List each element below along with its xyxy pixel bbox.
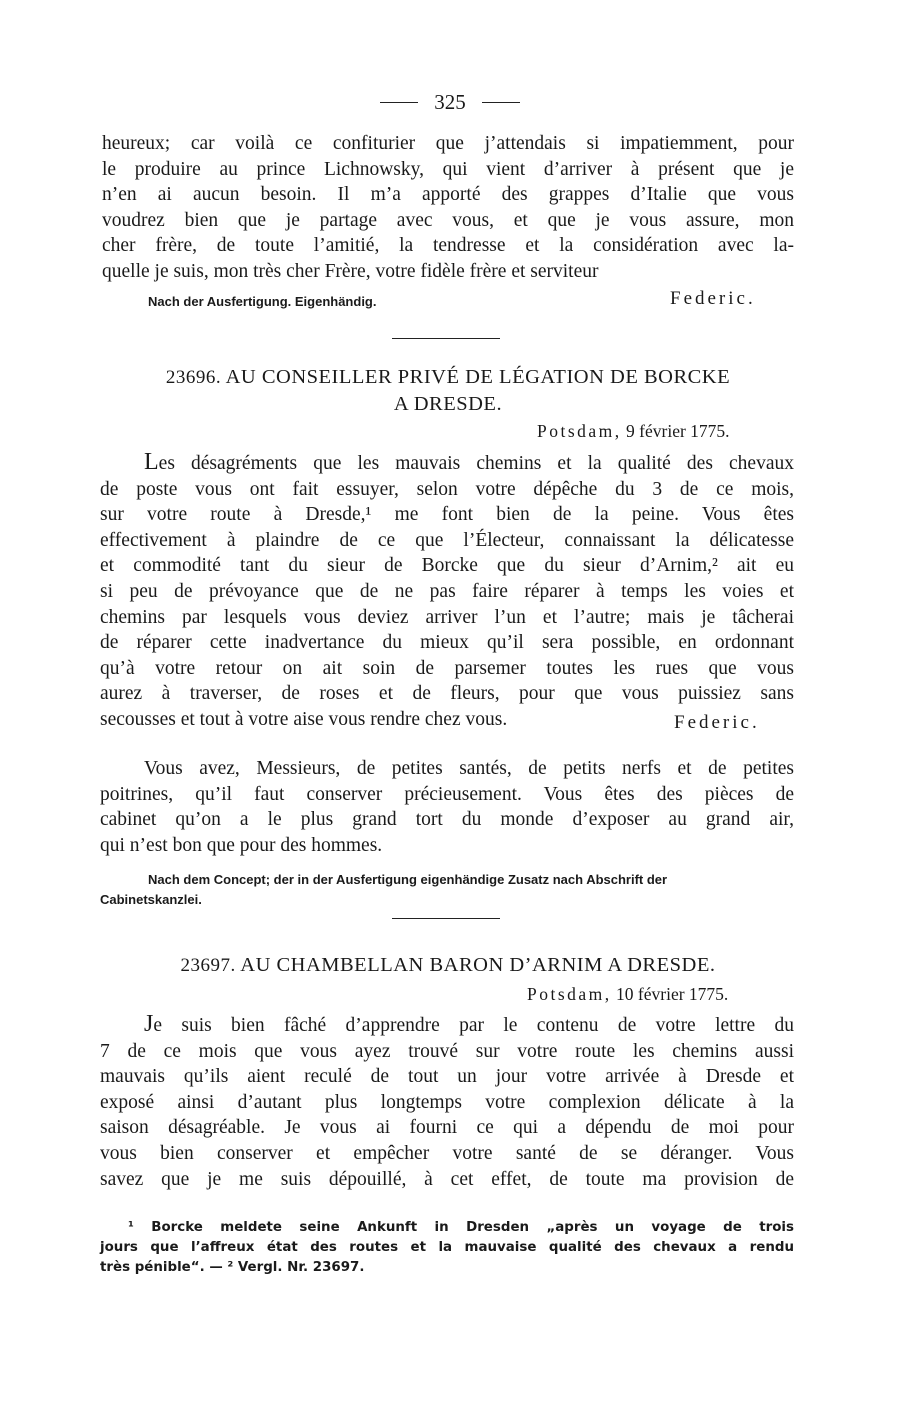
text-line: et commodité tant du sieur de Borcke que du sieur d’Arnim,² ait eu — [100, 555, 794, 577]
text-line — [100, 1012, 794, 1039]
dateline-place: Potsdam, — [537, 421, 622, 441]
dateline-place: Potsdam, — [527, 984, 612, 1004]
header-rule-left — [380, 102, 418, 103]
text-line: qu’à votre retour on ait soin de parsemer toutes les rues que vous — [100, 657, 794, 679]
source-note-line2: Cabinetskanzlei. — [100, 892, 202, 907]
text-line: Vous avez, Messieurs, de petites santés, de petits nerfs et de petites — [144, 758, 794, 779]
initial-letter: L — [144, 449, 159, 475]
footnote-line: très pénible“. — ² Vergl. Nr. 23697. — [100, 1260, 365, 1275]
text-line-content: es désagréments que les mauvais chemins et la qualité des chevaux — [158, 453, 794, 474]
footnote-line: jours que l’affreux état des routes et la mauvaise qualité des chevaux a rendu — [100, 1240, 794, 1255]
letter-addressee: AU CONSEILLER PRIVÉ DE LÉGATION DE BORCKE — [225, 366, 731, 388]
text-line: exposé ainsi d’autant plus longtemps votre complexion délicate à la — [100, 1091, 794, 1113]
header-rule-right — [482, 102, 520, 103]
text-line: qui n’est bon que pour des hommes. — [100, 834, 383, 856]
text-line: poitrines, qu’il faut conserver précieusement. Vous êtes des pièces de — [100, 783, 794, 805]
text-line: cabinet qu’on a le plus grand tort du monde d’exposer au grand air, — [100, 809, 794, 831]
signature: Federic. — [670, 288, 756, 309]
letter-title-23696 — [102, 366, 794, 389]
postscript-text — [100, 756, 794, 858]
text-line: chemins par lesquels vous deviez arriver l’un et l’autre; mais je tâcherai — [100, 606, 794, 628]
footnote-line: ¹ Borcke meldete seine Ankunft in Dresden „après un voyage de trois — [128, 1220, 794, 1235]
dateline-23697 — [527, 984, 728, 1005]
text-line: si peu de prévoyance que de ne pas faire réparer à temps les voies et — [100, 580, 794, 602]
letter-body-23697 — [100, 1012, 794, 1192]
text-line: aurez à traverser, de roses et de fleurs, pour que vous puissiez sans — [100, 683, 794, 705]
section-divider — [392, 918, 500, 919]
text-line: sur votre route à Dresde,¹ me font bien de la peine. Vous êtes — [100, 504, 794, 526]
text-line: de poste vous ont fait essuyer, selon votre dépêche du 3 de ce mois, — [100, 478, 794, 500]
letter-body-23696 — [100, 450, 794, 733]
postscript-23696 — [100, 756, 794, 858]
text-line: 7 de ce mois que vous ayez trouvé sur votre route les chemins aussi — [100, 1040, 794, 1062]
text-line: n’en ai aucun besoin. Il m’a apporté des grappes d’Italie que vous — [102, 184, 794, 206]
page-number: 325 — [434, 89, 466, 114]
text-line: effectivement à plaindre de ce que l’Électeur, connaissant la délicatesse — [100, 529, 794, 551]
text-line: quelle je suis, mon très cher Frère, votre fidèle frère et serviteur — [102, 260, 599, 282]
letter-title-line2: A DRESDE. — [393, 393, 503, 415]
text-line: mauvais qu’ils aient reculé de tout un jour votre arrivée à Dresde et — [100, 1066, 794, 1088]
initial-letter: J — [144, 1011, 154, 1037]
continued-letter-text — [102, 131, 794, 285]
text-line-content: e suis bien fâché d’apprendre par le contenu de votre lettre du — [153, 1015, 794, 1036]
text-line: heureux; car voilà ce confiturier que j’attendais si impatiemment, pour — [102, 133, 794, 154]
signature: Federic. — [674, 712, 760, 733]
text-line: de réparer cette inadvertance du mieux qu’il sera possible, en ordonnant — [100, 632, 794, 654]
source-note: Nach der Ausfertigung. Eigenhändig. — [148, 294, 377, 309]
letter-number: 23696. — [165, 367, 222, 388]
text-line: le produire au prince Lichnowsky, qui vient d’arriver à présent que je — [102, 158, 794, 180]
text-line: voudrez bien que je partage avec vous, et que je vous assure, mon — [102, 209, 794, 231]
letter-text — [100, 450, 794, 733]
letter-addressee: AU CHAMBELLAN BARON D’ARNIM A DRESDE. — [240, 954, 716, 976]
dateline-date: 9 février 1775. — [626, 421, 730, 441]
section-divider — [392, 338, 500, 339]
text-line: saison désagréable. Je vous ai fourni ce qui a dépendu de moi pour — [100, 1117, 794, 1139]
letter-number: 23697. — [180, 955, 236, 976]
continued-letter — [102, 131, 794, 285]
source-note-line1: Nach dem Concept; der in der Ausfertigung eigenhändige Zusatz nach Abschrift der — [148, 872, 668, 887]
footnotes — [100, 1218, 794, 1278]
text-line: secousses et tout à votre aise vous rendre chez vous. — [100, 708, 508, 730]
text-line: vous bien conserver et empêcher votre santé de se déranger. Vous — [100, 1142, 794, 1164]
running-header — [0, 88, 900, 116]
text-line: cher frère, de toute l’amitié, la tendresse et la considération avec la- — [102, 235, 794, 257]
text-line: savez que je me suis dépouillé, à cet effet, de toute ma provision de — [100, 1168, 794, 1190]
letter-title-23697 — [102, 954, 794, 977]
dateline-23696 — [537, 421, 730, 442]
dateline-date: 10 février 1775. — [616, 984, 729, 1004]
text-line — [100, 450, 794, 477]
letter-text — [100, 1012, 794, 1192]
